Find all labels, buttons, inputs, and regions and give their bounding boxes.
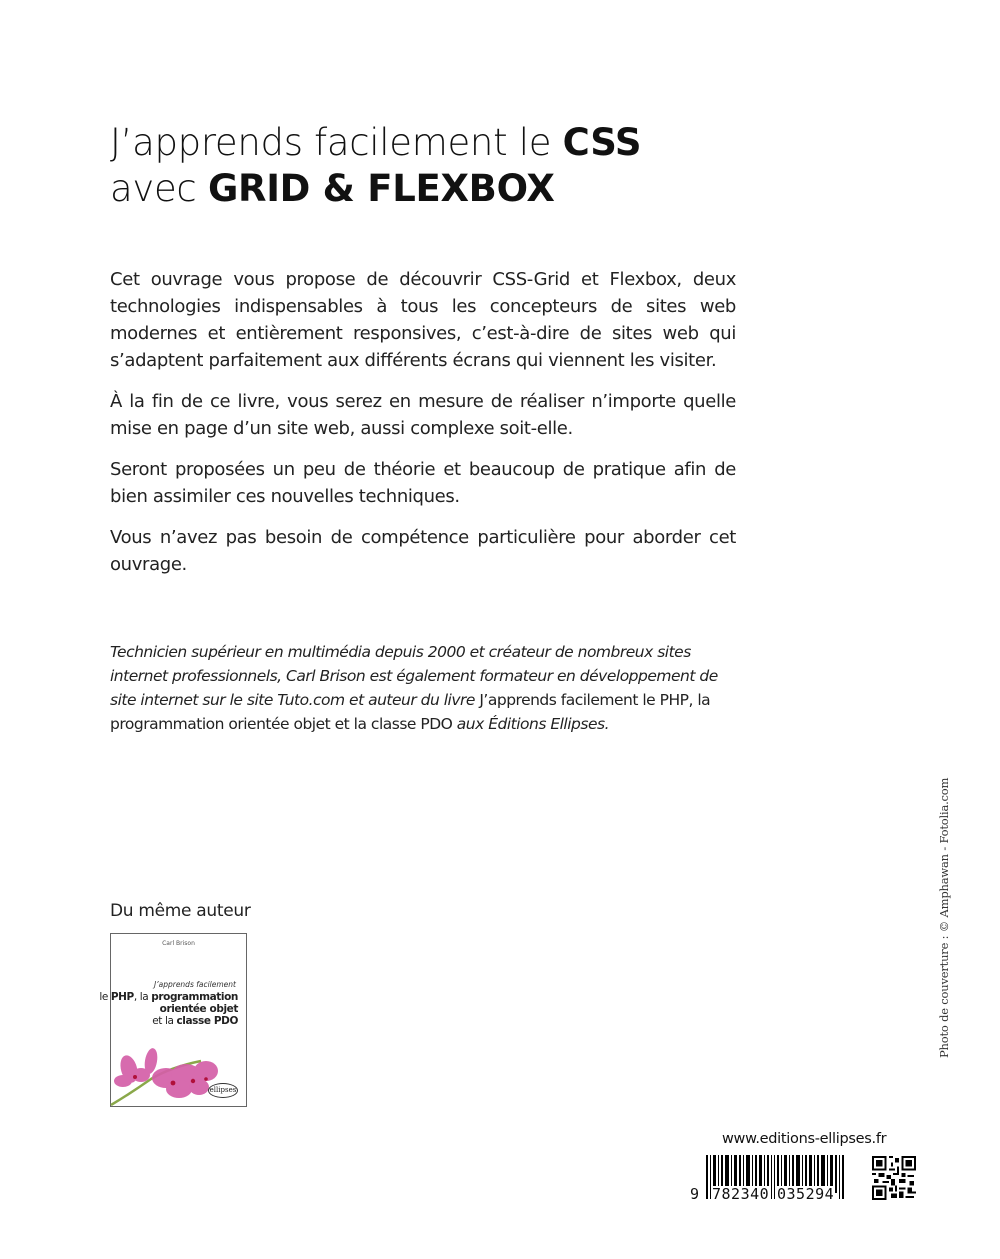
title-bold-css: CSS [562,121,642,164]
related-book-cover [99,933,247,1107]
description [110,266,736,592]
title-bold: orientée objet [159,1003,238,1015]
title-regular-text: avec [110,167,208,210]
bio-book-title: J’apprends facilement le PHP, la programmation orientée objet et la classe PDO [110,691,711,733]
isbn-group-1: 782340 [712,1185,770,1203]
description-paragraph: Cet ouvrage vous propose de découvrir CSS-Grid et Flexbox, deux technologies indispensables à tous les concepteurs de sites web modernes et entièrement responsives, c’est-à-dire de sites web qui s’adaptent parfaitement aux différents écrans qui viennent les visiter. [110,269,736,371]
title-text: et la [152,1015,177,1027]
qr-code-icon[interactable] [872,1156,916,1200]
related-book-title-line-1: J’apprends facilement [154,980,236,989]
title-regular-text: J’apprends facilement le [110,121,563,164]
description-paragraph: Vous n’avez pas besoin de compétence particulière pour aborder cet ouvrage. [110,527,736,575]
book-title [110,120,810,212]
author-bio [110,640,736,736]
related-book-author: Carl Brison [162,940,195,947]
bio-publisher-text: aux Éditions Ellipses. [456,715,610,733]
related-book-title [99,991,238,1027]
title-bold: PHP [110,991,134,1003]
same-author-label: Du même auteur [110,901,251,921]
title-bold: classe PDO [176,1015,238,1027]
title-text: , la [133,991,152,1003]
publisher-website-link[interactable]: www.editions-ellipses.fr [722,1131,887,1147]
title-line-1 [110,120,810,166]
bio-italic-text: Technicien supérieur en multimédia depuis 2000 et créateur de nombreux sites internet professionnels, Carl Brison est également formateur en développement de site internet sur le site Tuto.com et auteur du livre [110,643,718,709]
description-paragraph: Seront proposées un peu de théorie et beaucoup de pratique afin de bien assimiler ces nouvelles techniques. [110,459,736,507]
title-bold: programmation [151,991,238,1003]
publisher-logo: ellipses [208,1083,238,1098]
photo-credit: Photo de couverture : © Amphawan - Fotolia.com [937,777,951,1058]
description-paragraph: À la fin de ce livre, vous serez en mesure de réaliser n’importe quelle mise en page d’un site web, aussi complexe soit-elle. [110,391,736,439]
isbn-group-2: 035294 [777,1185,835,1203]
title-bold-grid-flexbox: GRID & FLEXBOX [207,167,555,210]
title-text: le [99,991,111,1003]
isbn-lead-digit: 9 [690,1185,700,1203]
title-line-2 [110,166,810,212]
